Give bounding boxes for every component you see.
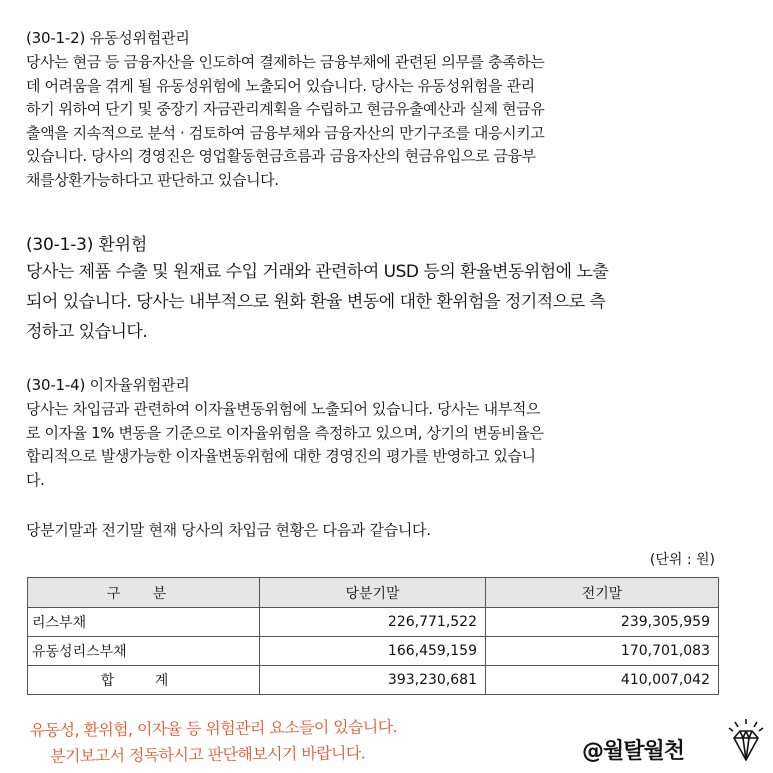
table-row [28, 608, 719, 637]
diamond-icon [726, 718, 766, 768]
paragraph-line: 되어 있습니다. 당사는 내부적으로 원화 환율 변동에 대한 환위험을 정기적으로 측 [26, 292, 606, 312]
prior-total: 410,007,042 [486, 666, 719, 695]
table-header-row [28, 578, 719, 608]
borrowing-table [27, 577, 719, 695]
paragraph-line: 로 이자율 1% 변동을 기준으로 이자율위험을 측정하고 있으며, 상기의 변동비율은 [26, 423, 544, 442]
paragraph-line: 채를상환가능하다고 판단하고 있습니다. [26, 170, 279, 189]
note-line-1: 유동성, 환위험, 이자율 등 위험관리 요소들이 있습니다. [29, 717, 398, 740]
current-total: 393,230,681 [260, 666, 486, 695]
column-header-current: 당분기말 [260, 578, 486, 608]
fx-risk-heading: (30-1-3) 환위험 [26, 235, 148, 255]
paragraph-line: 당사는 차입금과 관련하여 이자율변동위험에 노출되어 있습니다. 당사는 내부적으 [26, 400, 541, 418]
prior-value: 170,701,083 [486, 637, 719, 666]
row-label: 유동성리스부채 [28, 637, 260, 666]
paragraph-line: 있습니다. 당사의 경영진은 영업활동현금흐름과 금융자산의 현금유입으로 금융부 [26, 147, 536, 165]
row-label: 리스부채 [28, 608, 260, 637]
current-value: 226,771,522 [260, 608, 486, 637]
paragraph-line: 다. [26, 470, 45, 489]
borrowing-caption: 당분기말과 전기말 현재 당사의 차입금 현황은 다음과 같습니다. [26, 521, 431, 539]
note-line-2: 분기보고서 정독하시고 판단해보시기 바랍니다. [50, 743, 366, 766]
interest-rate-risk-heading: (30-1-4) 이자율위험관리 [26, 376, 190, 394]
prior-value: 239,305,959 [486, 608, 719, 637]
column-header-category: 구 분 [28, 578, 260, 608]
liquidity-risk-section [26, 27, 733, 192]
brand-watermark: @월탈월천 [582, 739, 685, 764]
paragraph-line: 데 어려움을 겪게 될 유동성위험에 노출되어 있습니다. 당사는 유동성위험을 관리 [26, 76, 535, 95]
fx-risk-section [26, 230, 733, 347]
table-total-row [28, 666, 719, 695]
current-value: 166,459,159 [260, 637, 486, 666]
paragraph-line: 당사는 현금 등 금융자산을 인도하여 결제하는 금융부채에 관련된 의무를 충족하는 [26, 53, 545, 71]
paragraph-line: 하기 위하여 단기 및 중장기 자금관리계획을 수립하고 현금유출예산과 실제 현금유 [26, 100, 545, 118]
unit-label: (단위 : 원) [649, 552, 715, 568]
paragraph-line: 당사는 제품 수출 및 원재료 수입 거래와 관련하여 USD 등의 환율변동위험에 노출 [26, 262, 609, 282]
total-label: 합 계 [28, 666, 260, 695]
table-row [28, 637, 719, 666]
column-header-prior: 전기말 [486, 578, 719, 608]
paragraph-line: 합리적으로 발생가능한 이자율변동위험에 대한 경영진의 평가를 반영하고 있습니 [26, 447, 536, 465]
paragraph-line: 정하고 있습니다. [26, 322, 148, 342]
handwritten-note [30, 714, 398, 770]
liquidity-risk-heading: (30-1-2) 유동성위험관리 [26, 29, 190, 47]
paragraph-line: 출액을 지속적으로 분석 · 검토하여 금융부채와 금융자산의 만기구조를 대응시키고 [26, 123, 545, 142]
interest-rate-risk-section [26, 374, 733, 492]
